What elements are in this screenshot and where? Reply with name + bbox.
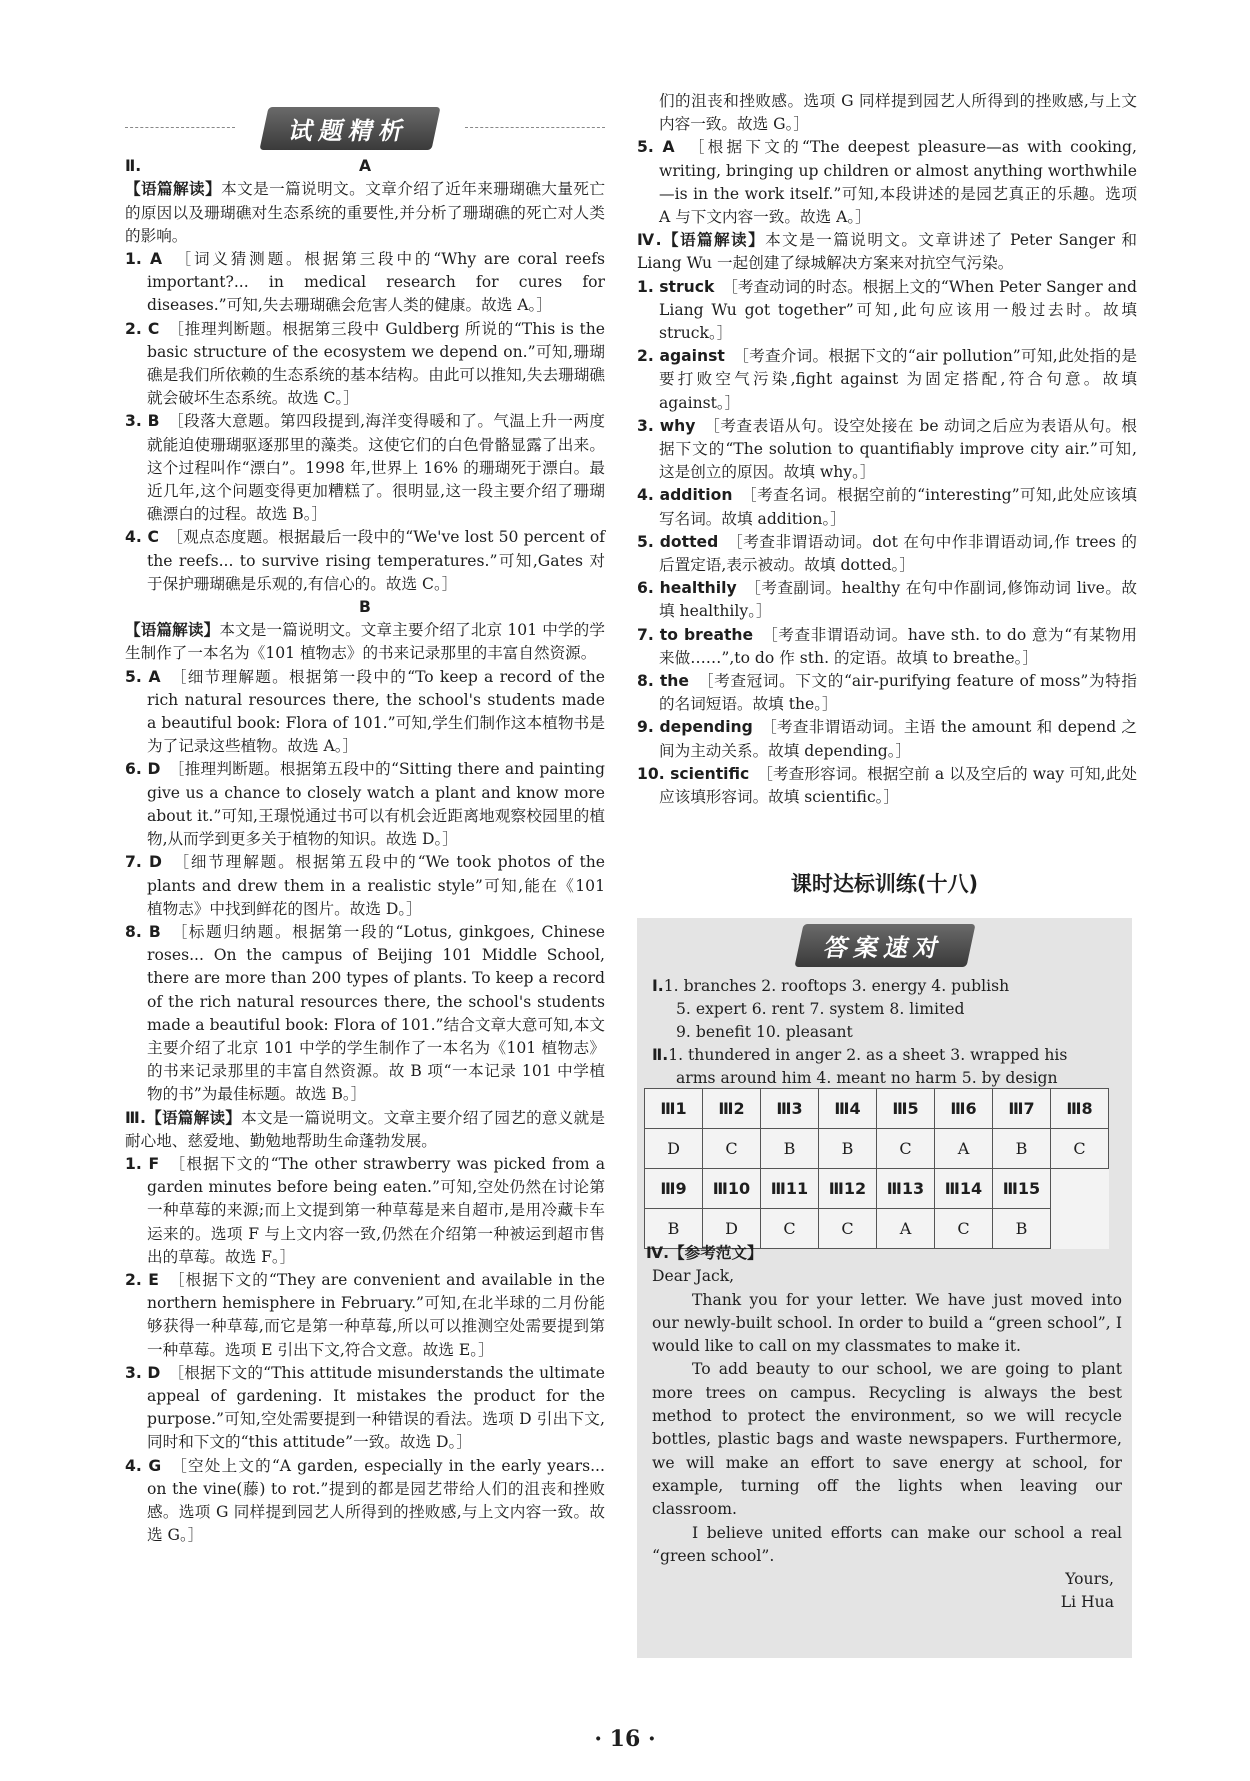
essay-paragraph: I believe united efforts can make our school a real “green school”.: [652, 1523, 1122, 1565]
answer-item: 4. C ［观点态度题。根据最后一段中的“We've lost 50 percent of the reefs... to survive rising temperatures.”可知,Gates 对于保护珊瑚礁是乐观的,有信心的。故选 C。］: [125, 528, 605, 593]
grid-question-number: Ⅲ13: [877, 1169, 935, 1209]
answer-item: 7. D ［细节理解题。根据第五段中的“We took photos of the plants and drew them in a realistic style”可知,能在《101 植物志》中找到鲜花的图片。故选 D。］: [125, 853, 605, 918]
section-iii-items: [125, 1153, 605, 1547]
answer-item: 10. scientific ［考查形容词。根据空前 a 以及空后的 way 可知,此处应该填形容词。故填 scientific。］: [637, 764, 1137, 807]
passage-b-intro: 【语篇解读】本文是一篇说明文。文章主要介绍了北京 101 中学的学生制作了一本名为《101 植物志》的书来记录那里的丰富自然资源。: [125, 621, 605, 663]
essay-paragraph: To add beauty to our school, we are going to plant more trees on campus. Recycling is always the best method to protect the environment, so we will recycle bottles, plastic bags and waste newspapers. Furthermore, we will make an effort to save energy at school, for example, turning off the lights when leaving our classroom.: [652, 1360, 1122, 1519]
grid-answer: A: [877, 1209, 935, 1249]
answer-i-line3: 9. benefit 10. pleasant: [676, 1023, 853, 1041]
section-b-label: B: [359, 598, 371, 617]
answer-item: 5. dotted ［考查非谓语动词。dot 在句中作非谓语动词,作 trees 的后置定语,表示被动。故填 dotted。］: [637, 532, 1137, 575]
passage-a-intro: 【语篇解读】本文是一篇说明文。文章介绍了近年来珊瑚礁大量死亡的原因以及珊瑚礁对生态系统的重要性,并分析了珊瑚礁的死亡对人类的影响。: [125, 180, 605, 245]
grid-answer: B: [993, 1209, 1051, 1249]
grid-answer: C: [761, 1209, 819, 1249]
grid-question-number: Ⅲ9: [645, 1169, 703, 1209]
grid-row-header: [645, 1169, 1109, 1209]
passage-a-items: [125, 248, 605, 596]
essay-head: Ⅳ.【参考范文】: [646, 1244, 763, 1262]
grid-question-number: Ⅲ2: [703, 1089, 761, 1129]
quick-answers: [652, 975, 1122, 1090]
grid-row-header: [645, 1089, 1109, 1129]
answer-item: 4. G ［空处上文的“A garden, especially in the early years... on the vine(藤) to rot.”提到的都是园艺带给人们的沮丧和挫败感。选项 G 同样提到园艺人所得到的挫败感,与上文内容一致。故选 G。］: [125, 1456, 605, 1545]
grid-question-number: Ⅲ15: [993, 1169, 1051, 1209]
grid-answer: B: [761, 1129, 819, 1169]
answer-item: 2. E ［根据下文的“They are convenient and available in the northern hemisphere in February.”可知,在北半球的二月份能够获得一种草莓,而它是第一种草莓,所以可以推测空处需要提到第一种草莓。选项 E 引出下文,符合文意。故选 E。］: [125, 1270, 605, 1359]
banner-top-text: 试题精析: [259, 107, 440, 150]
grid-answer: D: [703, 1209, 761, 1249]
banner-rule-left: [125, 127, 235, 128]
grid-answer: C: [877, 1129, 935, 1169]
grid-question-number: Ⅲ1: [645, 1089, 703, 1129]
right-column: [637, 90, 1137, 809]
answer-item: 8. the ［考查冠词。下文的“air-purifying feature of moss”为特指的名词短语。故填 the。］: [637, 672, 1137, 714]
continued-text: 们的沮丧和挫败感。选项 G 同样提到园艺人所得到的挫败感,与上文内容一致。故选 G。］: [659, 92, 1137, 134]
grid-answer: B: [819, 1129, 877, 1169]
grid-question-number: Ⅲ14: [935, 1169, 993, 1209]
answer-item: 3. D ［根据下文的“This attitude misunderstands the ultimate appeal of gardening. It mistakes the product for the purpose.”可知,空处需要提到一种错误的看法。选项 D 引出下文,同时和下文的“this attitude”一致。故选 D。］: [125, 1363, 605, 1452]
grid-question-number: Ⅲ10: [703, 1169, 761, 1209]
page-number: · 16 ·: [594, 1726, 656, 1752]
essay-closing: Yours,: [1065, 1570, 1114, 1589]
section-iii-intro: Ⅲ.【语篇解读】本文是一篇说明文。文章主要介绍了园艺的意义就是耐心地、慈爱地、勤勉地帮助生命蓬勃发展。: [125, 1108, 605, 1150]
grid-answer: C: [703, 1129, 761, 1169]
banner-answers-text: 答案速对: [794, 924, 975, 967]
answer-item: 6. healthily ［考查副词。healthy 在句中作副词,修饰动词 live。故填 healthily。］: [637, 579, 1137, 621]
grid-answer: B: [645, 1209, 703, 1249]
banner-answers: [637, 925, 1132, 965]
grid-question-number: Ⅲ8: [1051, 1089, 1109, 1129]
grid-question-number: Ⅲ5: [877, 1089, 935, 1129]
answer-item: 2. against ［考查介词。根据下文的“air pollution”可知,此处指的是要打败空气污染,fight against 为固定搭配,符合句意。故填 against。］: [637, 347, 1137, 412]
grid-answer: C: [819, 1209, 877, 1249]
left-column: [125, 155, 605, 1547]
answer-item: 2. C ［推理判断题。根据第三段中 Guldberg 所说的“This is the basic structure of the ecosystem we depend on.”可知,珊瑚礁是我们所依赖的生态系统的基本结构。由此可以推知,失去珊瑚礁就会破坏生态系统。故选 C。］: [125, 319, 605, 408]
sample-essay: [646, 1242, 1122, 1615]
section-iv-items: [637, 276, 1137, 810]
grid-question-number: Ⅲ7: [993, 1089, 1051, 1129]
answer-item: 6. D ［推理判断题。根据第五段中的“Sitting there and painting give us a chance to closely watch a plant and know more about it.”可知,王璟悦通过书可以有机会近距离地观察校园里的植物,从而学到更多关于植物的知识。故选 D。］: [125, 760, 605, 849]
answer-item: 1. A ［词义猜测题。根据第三段中的“Why are coral reefs important?... in medical research for cures for diseases.”可知,失去珊瑚礁会危害人类的健康。故选 A。］: [125, 250, 605, 315]
answer-item: 3. B ［段落大意题。第四段提到,海洋变得暖和了。气温上升一两度就能迫使珊瑚驱逐那里的藻类。这使它们的白色骨骼显露了出来。这个过程叫作“漂白”。1998 年,世界上 16% 的珊瑚死于漂白。最近几年,这个问题变得更加糟糕了。很明显,这一段主要介绍了珊瑚礁漂白的过程。故选 B。］: [125, 412, 605, 524]
banner-rule-right: [465, 127, 605, 128]
answer-item: 1. F ［根据下文的“The other strawberry was picked from a garden minutes before being eaten.”可知,空处仍然在讨论第一种草莓的来源;而上文提到第一种草莓是来自超市,是用冷藏卡车运来的。选项 F 与上文内容一致,仍然在介绍第一种被运到超市售出的草莓。故选 F。］: [125, 1154, 605, 1266]
grid-question-number: Ⅲ4: [819, 1089, 877, 1129]
answer-i-line2: 5. expert 6. rent 7. system 8. limited: [676, 1000, 965, 1018]
grid-answer: D: [645, 1129, 703, 1169]
essay-paragraph: Thank you for your letter. We have just moved into our newly-built school. In order to build a “green school”, I would like to call on my classmates to make it.: [652, 1290, 1122, 1356]
section-title: 课时达标训练(十八): [790, 872, 979, 896]
answer-item: 5. A ［细节理解题。根据第一段中的“To keep a record of the rich natural resources there, the school's students made a beautiful book: Flora of 101.”可知,学生们制作这本植物书是为了记录这些植物。故选 A。］: [125, 667, 605, 756]
answer-item: 1. struck ［考查动词的时态。根据上文的“When Peter Sanger and Liang Wu got together”可知,此句应该用一般过去时。故填 struck。］: [637, 277, 1137, 343]
grid-answer: C: [935, 1209, 993, 1249]
section-ii-label: Ⅱ.: [125, 157, 142, 175]
grid-question-number: Ⅲ3: [761, 1089, 819, 1129]
banner-top: [235, 108, 465, 148]
grid-row-values: [645, 1129, 1109, 1169]
grid-answer: B: [993, 1129, 1051, 1169]
answer-i-line1: Ⅰ.1. branches 2. rooftops 3. energy 4. publish: [652, 977, 1010, 995]
passage-b-items: [125, 666, 605, 1107]
grid-answer: C: [1051, 1129, 1109, 1169]
section-iv-intro: Ⅳ.【语篇解读】本文是一篇说明文。文章讲述了 Peter Sanger 和 Liang Wu 一起创建了绿城解决方案来对抗空气污染。: [637, 231, 1137, 273]
grid-question-number: Ⅲ11: [761, 1169, 819, 1209]
grid-question-number: Ⅲ6: [935, 1089, 993, 1129]
answer-ii-line1: Ⅱ.1. thundered in anger 2. as a sheet 3. wrapped his: [652, 1046, 1068, 1064]
answer-item: 7. to breathe ［考查非谓语动词。have sth. to do 意为“有某物用来做……”,to do 作 sth. 的定语。故填 to breathe。］: [637, 625, 1137, 667]
answer-item: 4. addition ［考查名词。根据空前的“interesting”可知,此处应该填写名词。故填 addition。］: [637, 486, 1137, 528]
answer-ii-line2: arms around him 4. meant no harm 5. by design: [676, 1069, 1058, 1087]
answer-item: 3. why ［考查表语从句。设空处接在 be 动词之后应为表语从句。根据下文的“The solution to quantifiably improve city air.”可知,这是创立的原因。故填 why。］: [637, 416, 1137, 482]
grid-question-number: Ⅲ12: [819, 1169, 877, 1209]
answer-item: 5. A ［根据下文的“The deepest pleasure—as with cooking, writing, bringing up children or almost anything worthwhile—is in the work itself.”可知,本段讲述的是园艺真正的乐趣。选项 A 与下文内容一致。故选 A。］: [637, 138, 1137, 227]
essay-signature: Li Hua: [1060, 1593, 1114, 1612]
section-a-label: A: [358, 157, 372, 176]
answer-grid: [644, 1088, 1109, 1249]
answer-item: 8. B ［标题归纳题。根据第一段的“Lotus, ginkgoes, Chinese roses... On the campus of Beijing 101 Middle School, there are more than 200 types of plants. To keep a record of the rich natural resources there, the school's students made a beautiful book: Flora of 101.”结合文章大意可知,本文主要介绍了北京 101 中学的学生制作了一本名为《101 植物志》的书来记录那里的丰富自然资源。故 B 项“一本记录 101 中学植物的书”为最佳标题。故选 B。］: [125, 922, 605, 1104]
answer-item: 9. depending ［考查非谓语动词。主语 the amount 和 depend 之间为主动关系。故填 depending。］: [637, 718, 1137, 760]
grid-answer: A: [935, 1129, 993, 1169]
essay-greeting: Dear Jack,: [652, 1267, 735, 1286]
